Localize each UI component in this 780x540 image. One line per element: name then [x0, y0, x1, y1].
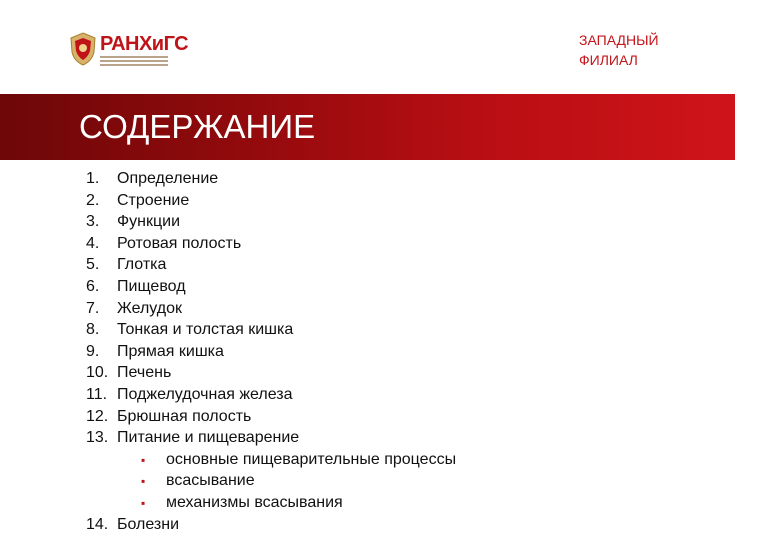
toc-item-label: Тонкая и толстая кишка: [117, 321, 294, 339]
toc-subitem: [86, 470, 456, 492]
toc-item-label: Ротовая полость: [117, 234, 242, 252]
toc-item: [86, 233, 456, 255]
toc-item-label: Пищевод: [117, 277, 186, 295]
toc-item: [86, 341, 456, 363]
toc-item-number: 2.: [86, 191, 100, 209]
toc-item-label: Питание и пищеварение: [117, 429, 300, 447]
toc-item-number: 3.: [86, 213, 100, 231]
toc-item-number: 11.: [86, 385, 108, 403]
toc-subitem-label: всасывание: [166, 472, 255, 490]
toc-item: [86, 254, 456, 276]
toc-item: [86, 298, 456, 320]
toc-item-number: 12.: [86, 407, 109, 425]
toc-item: [86, 427, 456, 449]
toc-item-label: Определение: [117, 170, 219, 187]
toc-item-label: Функции: [117, 213, 181, 231]
toc-subitem: [86, 449, 456, 471]
toc-item-number: 5.: [86, 256, 100, 274]
title-banner: [0, 94, 735, 160]
page-title: СОДЕРЖАНИЕ: [79, 108, 316, 145]
toc-item: [86, 514, 456, 536]
toc-item-label: Прямая кишка: [117, 342, 224, 360]
toc-item: [86, 276, 456, 298]
branch-line-1: ЗАПАДНЫЙ: [579, 32, 659, 48]
toc-item-number: 14.: [86, 515, 109, 533]
toc-item-number: 8.: [86, 321, 100, 339]
toc-item-number: 10.: [86, 364, 109, 382]
toc-item: [86, 168, 456, 190]
toc-item-number: 4.: [86, 234, 100, 252]
toc-item: [86, 406, 456, 428]
bullet-icon: ▪: [141, 495, 146, 510]
toc-item-label: Строение: [117, 191, 190, 209]
toc-item-label: Болезни: [117, 515, 180, 533]
branch-line-2: ФИЛИАЛ: [579, 52, 638, 68]
toc-subitem-label: основные пищеварительные процессы: [166, 450, 457, 468]
bullet-icon: ▪: [141, 474, 146, 489]
toc-item-number: 13.: [86, 429, 109, 447]
toc-item-label: Глотка: [117, 256, 167, 274]
toc-item-number: 1.: [86, 170, 100, 187]
bullet-icon: ▪: [141, 452, 146, 467]
logo-text: РАНХиГС: [100, 33, 189, 55]
toc-item-number: 6.: [86, 277, 100, 295]
toc-item: [86, 190, 456, 212]
toc-item: [86, 319, 456, 341]
toc-item-label: Печень: [117, 364, 172, 382]
ranepa-logo: [70, 30, 189, 70]
toc-item-label: Брюшная полость: [117, 407, 252, 425]
toc-subitem: [86, 492, 456, 514]
toc-subitem-label: механизмы всасывания: [166, 493, 343, 511]
toc-item-label: Желудок: [117, 299, 182, 317]
toc-item: [86, 384, 456, 406]
toc-item-number: 9.: [86, 342, 100, 360]
table-of-contents: [86, 168, 456, 535]
branch-label: [579, 30, 659, 70]
toc-item: [86, 211, 456, 233]
logo-subtitle-lines: [100, 56, 168, 68]
toc-item-number: 7.: [86, 299, 100, 317]
toc-item: [86, 362, 456, 384]
emblem-icon: [70, 32, 96, 66]
toc-item-label: Поджелудочная железа: [117, 385, 293, 403]
